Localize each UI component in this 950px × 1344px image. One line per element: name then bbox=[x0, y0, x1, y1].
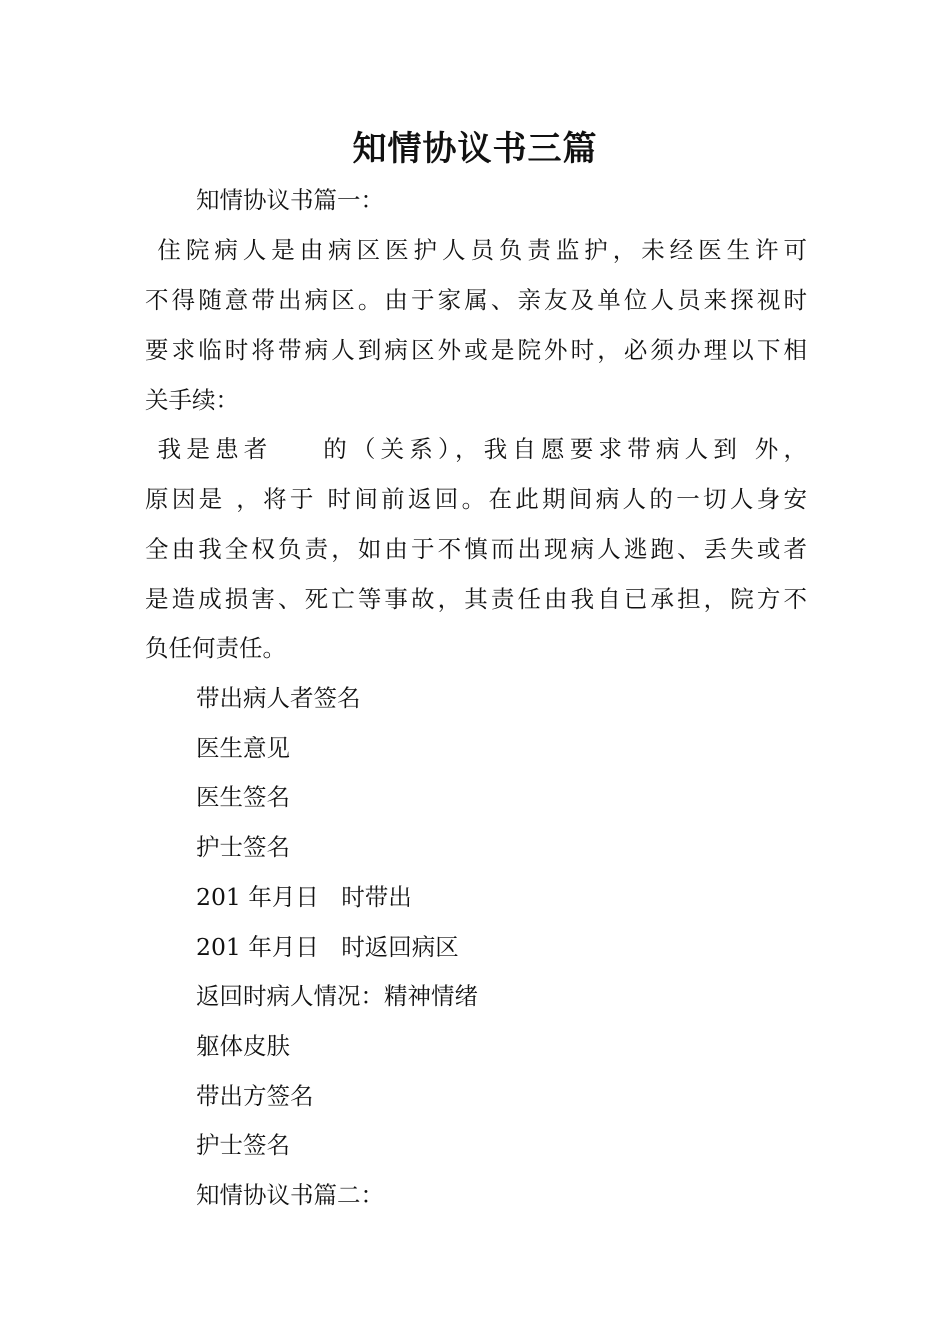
form-line-return-time: 201 年月日 时返回病区 bbox=[196, 933, 459, 961]
form-line-nurse-signature: 护士签名 bbox=[196, 833, 290, 861]
paragraph-2-line-4: 是造成损害、死亡等事故，其责任由我自已承担，院方不 bbox=[145, 585, 807, 613]
paragraph-1-line-1: 住院病人是由病区医护人员负责监护，未经医生许可 bbox=[145, 236, 807, 264]
form-line-carrier-side-signature: 带出方签名 bbox=[196, 1082, 314, 1110]
paragraph-2-line-3: 全由我全权负责，如由于不慎而出现病人逃跑、丢失或者 bbox=[145, 535, 807, 563]
form-line-nurse-signature-2: 护士签名 bbox=[196, 1131, 290, 1159]
paragraph-1-line-3: 要求临时将带病人到病区外或是院外时，必须办理以下相 bbox=[145, 336, 807, 364]
form-line-out-time: 201 年月日 时带出 bbox=[196, 883, 412, 911]
paragraph-2-line-5: 负任何责任。 bbox=[145, 634, 286, 662]
paragraph-1-line-4: 关手续： bbox=[145, 386, 239, 414]
paragraph-2-line-1: 我是患者 的（关系），我自愿要求带病人到 外， bbox=[145, 435, 807, 463]
form-line-body-skin: 躯体皮肤 bbox=[196, 1032, 290, 1060]
paragraph-1-line-2: 不得随意带出病区。由于家属、亲友及单位人员来探视时 bbox=[145, 286, 807, 314]
paragraph-2-line-2: 原因是 ，将于 时间前返回。在此期间病人的一切人身安 bbox=[145, 485, 807, 513]
form-line-return-condition: 返回时病人情况：精神情绪 bbox=[196, 982, 478, 1010]
section-heading-1: 知情协议书篇一： bbox=[196, 186, 384, 214]
form-line-doctor-signature: 医生签名 bbox=[196, 783, 290, 811]
form-line-doctor-opinion: 医生意见 bbox=[196, 734, 290, 762]
form-line-carrier-signature: 带出病人者签名 bbox=[196, 684, 361, 712]
section-heading-2: 知情协议书篇二： bbox=[196, 1181, 384, 1209]
document-title: 知情协议书三篇 bbox=[352, 129, 598, 169]
